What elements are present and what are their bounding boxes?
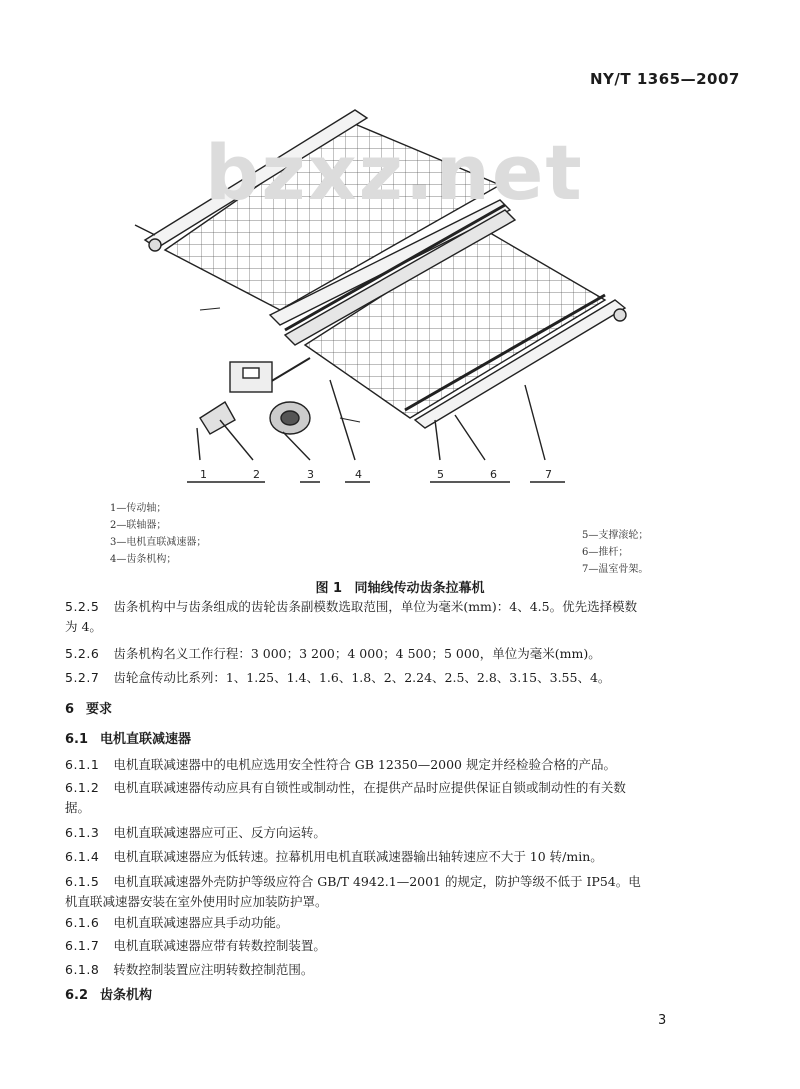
clause-6-1-3: 6.1.3 电机直联减速器应可正、反方向运转。 <box>65 825 326 840</box>
legend-item: 5—支撑滚轮； <box>582 530 649 541</box>
callout-2: 2 <box>253 468 260 481</box>
page-number: 3 <box>658 1013 667 1028</box>
clause-5-2-7: 5.2.7 齿轮盒传动比系列：1、1.25、1.4、1.6、1.8、2、2.24、2.5、2.8、3.15、3.55、4。 <box>65 670 611 685</box>
figure-caption-label: 图 1 <box>315 581 343 596</box>
legend-item: 3—电机直联减速器； <box>110 537 207 548</box>
legend-item: 2—联轴器； <box>110 520 167 531</box>
figure-legend-right <box>582 527 648 578</box>
callout-1: 1 <box>200 468 207 481</box>
callout-6: 6 <box>490 468 497 481</box>
clause-6-1-5: 6.1.5 电机直联减速器外壳防护等级应符合 GB/T 4942.1—2001 的规定，防护等级不低于 IP54。电 机直联减速器安装在室外使用时应加装防护罩。 <box>65 874 641 909</box>
legend-item: 7—温室骨架。 <box>582 564 649 575</box>
section-6-heading: 6 要求 <box>65 702 113 717</box>
clause-6-1-6: 6.1.6 电机直联减速器应具手动功能。 <box>65 915 289 930</box>
watermark: bzxz.net <box>205 128 584 217</box>
clause-6-1-4: 6.1.4 电机直联减速器应为低转速。拉幕机用电机直联减速器输出轴转速应不大于 10 转/min。 <box>65 849 603 864</box>
clause-6-1-7: 6.1.7 电机直联减速器应带有转数控制装置。 <box>65 938 326 953</box>
callout-7: 7 <box>545 468 552 481</box>
document-number: NY/T 1365—2007 <box>590 70 740 88</box>
callout-5: 5 <box>437 468 444 481</box>
figure-legend-left <box>110 500 206 568</box>
clause-5-2-6: 5.2.6 齿条机构名义工作行程：3 000；3 200；4 000；4 500；5 000，单位为毫米(mm)。 <box>65 646 601 661</box>
clause-6-1-1: 6.1.1 电机直联减速器中的电机应选用安全性符合 GB 12350—2000 规定并经检验合格的产品。 <box>65 757 616 772</box>
figure-caption-text: 同轴线传动齿条拉幕机 <box>354 581 485 596</box>
legend-item: 4—齿条机构； <box>110 554 177 565</box>
callout-4: 4 <box>355 468 362 481</box>
clause-6-1-2: 6.1.2 电机直联减速器传动应具有自锁性或制动性，在提供产品时应提供保证自锁或制动性的有关数 据。 <box>65 780 626 815</box>
legend-item: 6—推杆； <box>582 547 629 558</box>
callout-3: 3 <box>307 468 314 481</box>
coupling <box>200 402 235 434</box>
section-6-2-heading: 6.2 齿条机构 <box>65 988 153 1003</box>
legend-item: 1—传动轴； <box>110 503 167 514</box>
section-6-1-heading: 6.1 电机直联减速器 <box>65 732 192 747</box>
clause-5-2-5: 5.2.5 齿条机构中与齿条组成的齿轮齿条副模数选取范围，单位为毫米(mm)：4、4.5。优先选择模数 为 4。 <box>65 599 638 634</box>
clause-6-1-8: 6.1.8 转数控制装置应注明转数控制范围。 <box>65 962 314 977</box>
figure-caption <box>0 577 800 596</box>
